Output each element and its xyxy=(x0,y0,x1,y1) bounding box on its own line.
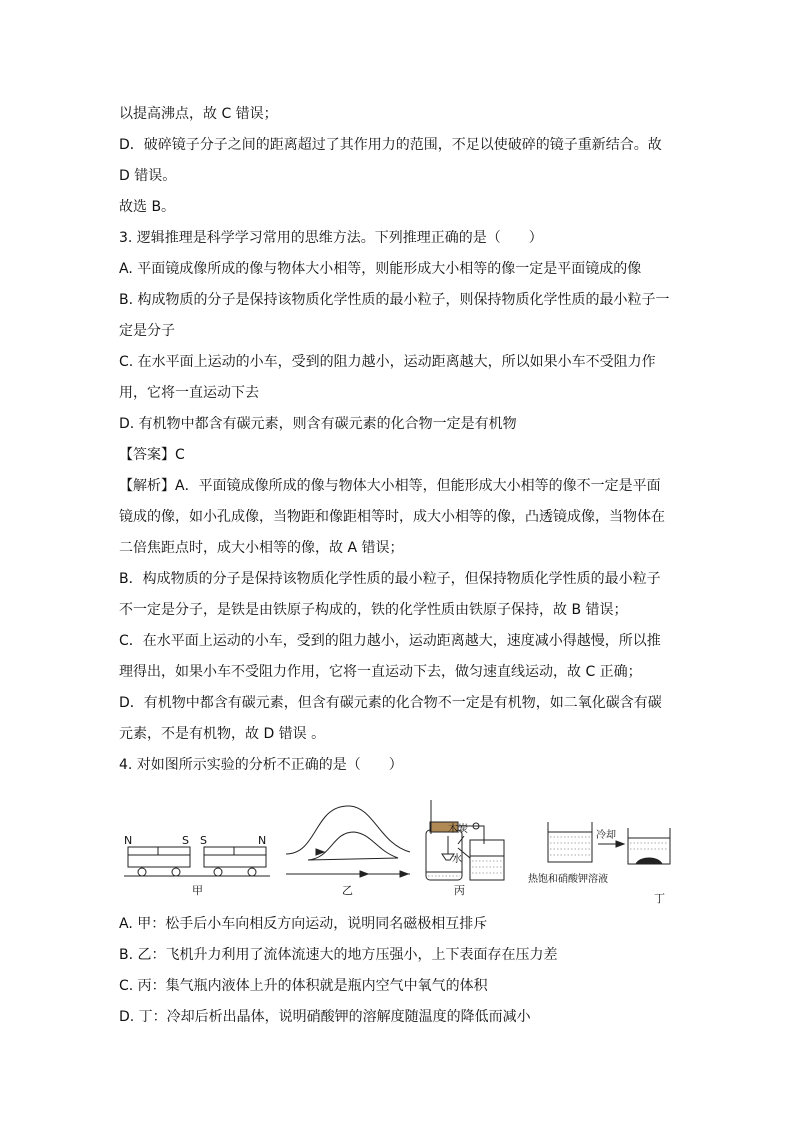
prev-option-c-tail: 以提高沸点，故 C 错误； xyxy=(119,106,278,122)
q3-option-b-line2: 定是分子 xyxy=(119,323,175,339)
q4-option-a: A. 甲：松手后小车向相反方向运动，说明同名磁极相互排斥 xyxy=(119,916,488,932)
caption-ding: 丁 xyxy=(654,892,665,904)
q3-option-a: A. 平面镜成像所成的像与物体大小相等，则能形成大小相等的像一定是平面镜成的像 xyxy=(119,261,642,277)
cooling-label: 冷却 xyxy=(596,830,616,841)
q3-option-c-line1: C. 在水平面上运动的小车，受到的阻力越小，运动距离越大，所以如果小车不受阻力作 xyxy=(119,354,656,370)
q4-option-c: C. 丙：集气瓶内液体上升的体积就是瓶内空气中氧气的体积 xyxy=(119,978,488,994)
charcoal-label: 木炭 xyxy=(448,824,468,835)
q3-answer: 【答案】C xyxy=(119,447,185,463)
q3-option-b-line1: B. 构成物质的分子是保持该物质化学性质的最小粒子，则保持物质化学性质的最小粒子一 xyxy=(119,292,670,308)
q3-analysis-line: B．构成物质的分子是保持该物质化学性质的最小粒子，但保持物质化学性质的最小粒子 xyxy=(119,571,661,587)
q3-analysis-line: 【解析】A．平面镜成像所成的像与物体大小相等，但能形成大小相等的像不一定是平面 xyxy=(119,478,661,494)
prev-option-d-line2: D 错误。 xyxy=(119,168,177,184)
right-magnet-n-label: N xyxy=(258,834,267,847)
q3-analysis-line: 二倍焦距点时，成大小相等的像，故 A 错误； xyxy=(119,540,404,556)
caption-yi: 乙 xyxy=(342,884,353,897)
q3-stem: 3. 逻辑推理是科学学习常用的思维方法。下列推理正确的是（ ） xyxy=(119,230,543,246)
caption-jia: 甲 xyxy=(192,884,203,897)
q4-stem: 4. 对如图所示实验的分析不正确的是（ ） xyxy=(119,757,403,773)
q4-figure-svg xyxy=(118,792,678,904)
q3-analysis-line: C．在水平面上运动的小车，受到的阻力越小，运动距离越大，速度减小得越慢，所以推 xyxy=(119,633,661,649)
prev-conclusion: 故选 B。 xyxy=(119,199,176,215)
left-magnet-cart xyxy=(128,847,190,876)
q3-analysis-line: D．有机物中都含有碳元素，但含有碳元素的化合物不一定是有机物，如二氧化碳含有碳 xyxy=(119,695,662,711)
caption-bing: 丙 xyxy=(454,884,465,897)
prev-option-d-line1: D．破碎镜子分子之间的距离超过了其作用力的范围，不足以使破碎的镜子重新结合。故 xyxy=(119,137,662,153)
solution-label: 热饱和硝酸钾溶液 xyxy=(528,874,608,885)
q4-experiment-figure xyxy=(118,792,678,904)
left-magnet-n-label: N xyxy=(124,834,133,847)
q3-analysis-line: 镜成的像，如小孔成像，当物距和像距相等时，成大小相等的像，凸透镜成像，当物体在 xyxy=(119,509,665,525)
q3-option-c-line2: 用，它将一直运动下去 xyxy=(119,385,259,401)
right-magnet-s-label: S xyxy=(200,834,207,847)
q3-analysis-line: 元素，不是有机物，故 D 错误 。 xyxy=(119,726,326,742)
right-magnet-cart xyxy=(204,847,266,876)
q3-option-d: D. 有机物中都含有碳元素，则含有碳元素的化合物一定是有机物 xyxy=(119,416,517,432)
q4-option-d: D. 丁：冷却后析出晶体，说明硝酸钾的溶解度随温度的降低而减小 xyxy=(119,1009,531,1025)
q3-analysis-line: 不一定是分子，是铁是由铁原子构成的，铁的化学性质由铁原子保持，故 B 错误； xyxy=(119,602,628,618)
q4-option-b: B. 乙：飞机升力利用了流体流速大的地方压强小，上下表面存在压力差 xyxy=(119,947,558,963)
water-label: 水 xyxy=(452,854,462,865)
q3-analysis-line: 理得出，如果小车不受阻力作用，它将一直运动下去，做匀速直线运动，故 C 正确； xyxy=(119,664,642,680)
gas-bottle-apparatus xyxy=(426,800,504,880)
wing-airflow-diagram xyxy=(286,806,410,877)
left-magnet-s-label: S xyxy=(182,834,189,847)
